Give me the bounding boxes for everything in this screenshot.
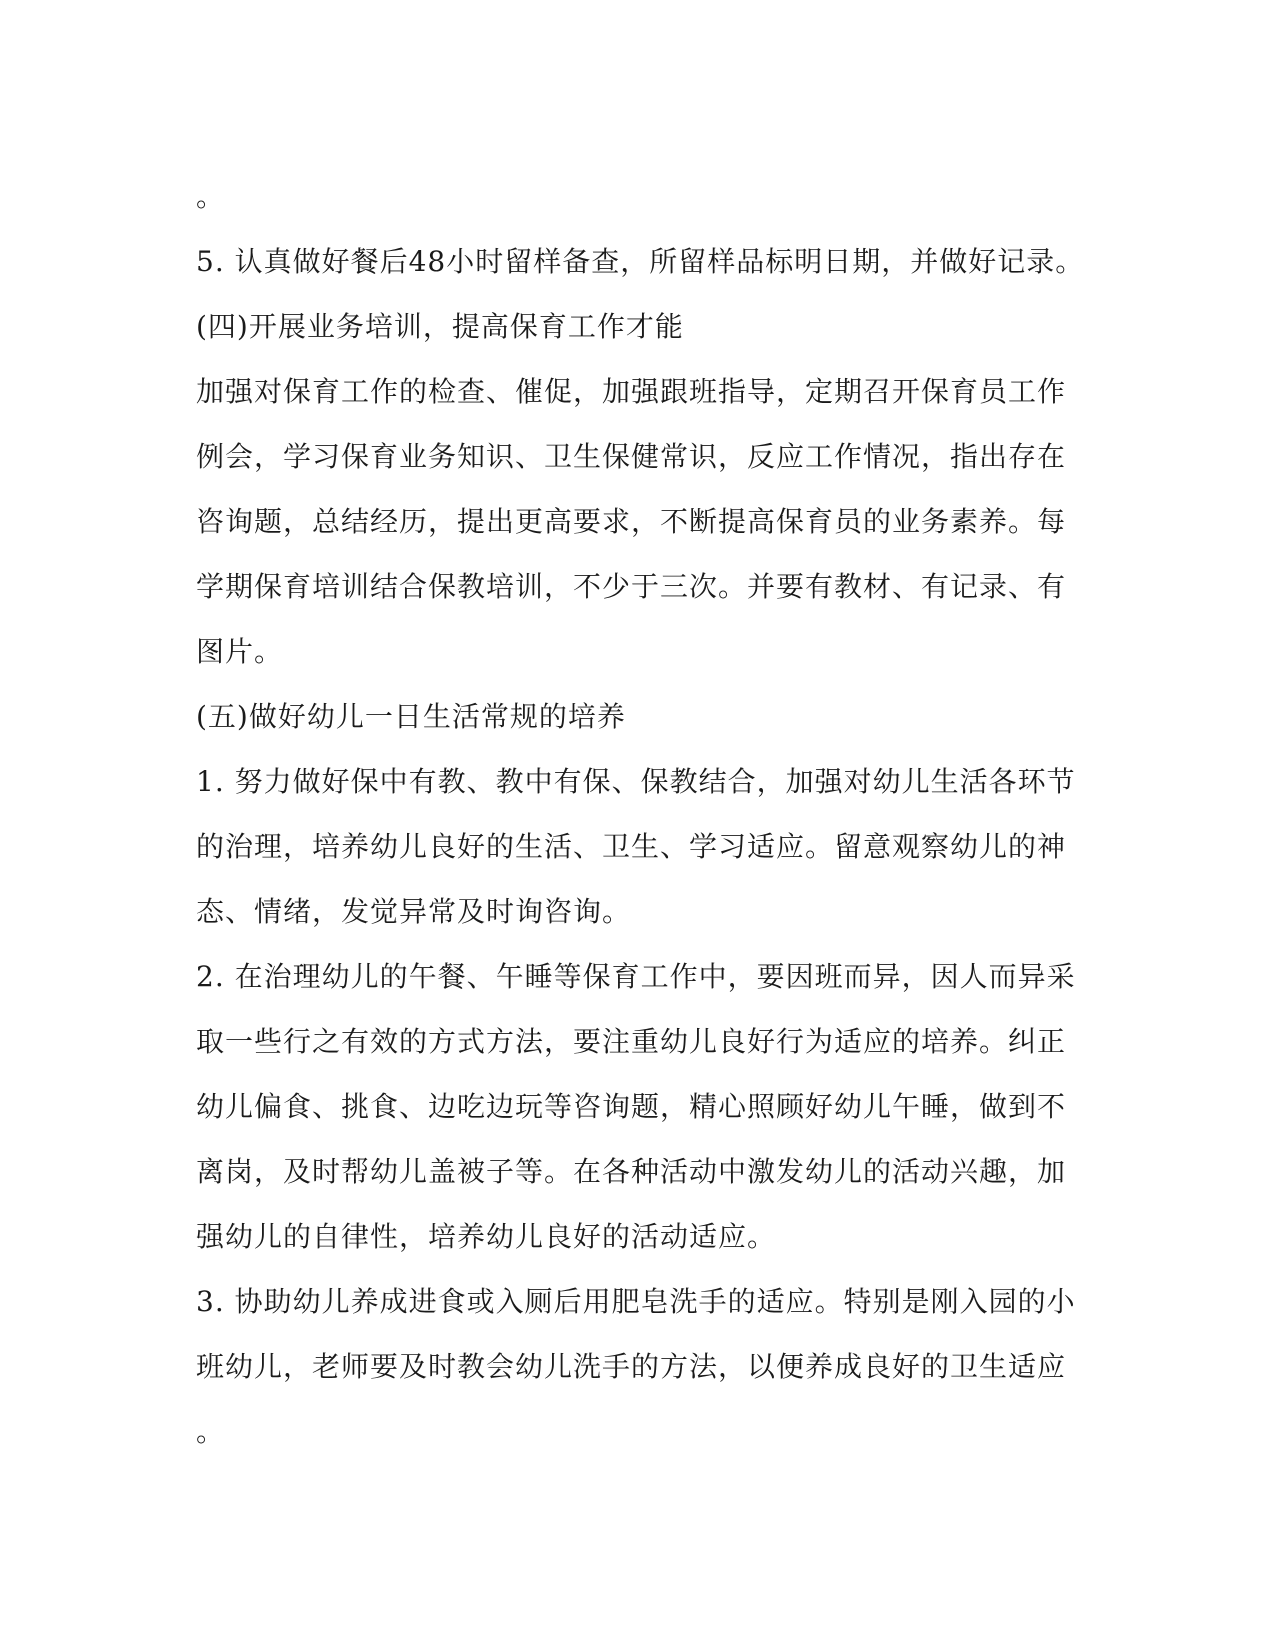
text-line: 。 [196,180,226,213]
text-line: 强幼儿的自律性，培养幼儿良好的活动适应。 [196,1220,777,1253]
text-line: 加强对保育工作的检查、催促，加强跟班指导，定期召开保育员工作 [196,375,1067,408]
text-line: 取一些行之有效的方式方法，要注重幼儿良好行为适应的培养。纠正 [196,1025,1067,1058]
text-line: 幼儿偏食、挑食、边吃边玩等咨询题，精心照顾好幼儿午睡，做到不 [196,1090,1067,1123]
text-line: 班幼儿，老师要及时教会幼儿洗手的方法，以便养成良好的卫生适应 [196,1350,1067,1383]
text-line: 图片。 [196,635,284,668]
text-line: 2. 在治理幼儿的午餐、午睡等保育工作中，要因班而异，因人而异采 [196,960,1076,993]
text-line: 学期保育培训结合保教培训，不少于三次。并要有教材、有记录、有 [196,570,1067,603]
text-line: 的治理，培养幼儿良好的生活、卫生、学习适应。留意观察幼儿的神 [196,830,1067,863]
text-line: 。 [196,1415,226,1448]
text-line: 1. 努力做好保中有教、教中有保、保教结合，加强对幼儿生活各环节 [196,765,1076,798]
text-line: 咨询题，总结经历，提出更高要求，不断提高保育员的业务素养。每 [196,505,1067,538]
section-heading: (五)做好幼儿一日生活常规的培养 [196,700,626,733]
text-line: 3. 协助幼儿养成进食或入厕后用肥皂洗手的适应。特别是刚入园的小 [196,1285,1076,1318]
text-line: 例会，学习保育业务知识、卫生保健常识，反应工作情况，指出存在 [196,440,1067,473]
text-line: 5. 认真做好餐后48小时留样备查，所留样品标明日期，并做好记录。 [196,245,1085,278]
text-line: 态、情绪，发觉异常及时询咨询。 [196,895,632,928]
document-page [196,164,1085,1464]
text-line: 离岗，及时帮幼儿盖被子等。在各种活动中激发幼儿的活动兴趣，加 [196,1155,1067,1188]
section-heading: (四)开展业务培训，提高保育工作才能 [196,310,684,343]
